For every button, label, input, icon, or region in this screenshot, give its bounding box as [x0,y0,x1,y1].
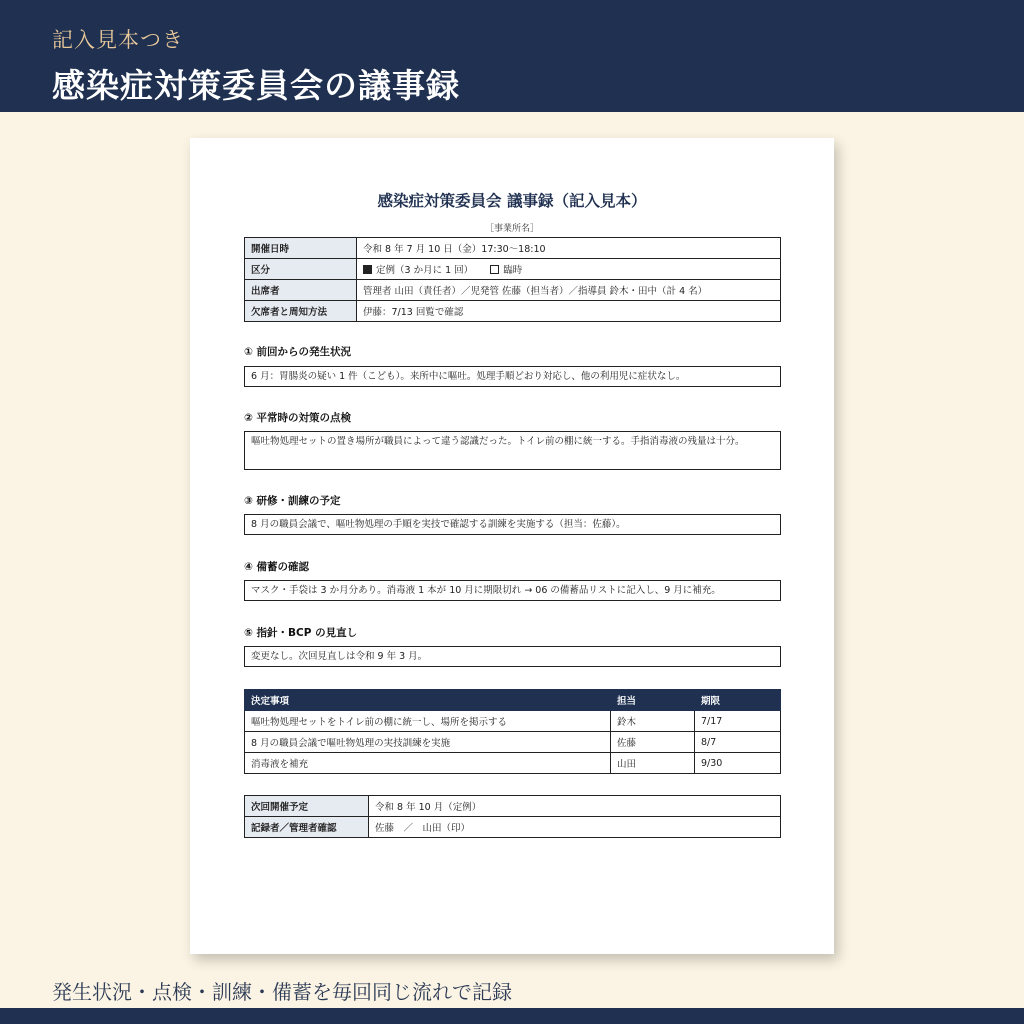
next-label: 次回開催予定 [245,796,369,817]
column-header: 決定事項 [245,690,611,711]
info-label: 出席者 [245,280,357,301]
section-heading: ⑤ 指針・BCP の見直し [244,627,358,639]
next-label: 記録者／管理者確認 [245,817,369,838]
info-value [357,259,781,280]
decisions-table [244,689,781,774]
header-banner [0,0,1024,112]
decision-cell: 嘔吐物処理セットをトイレ前の棚に統一し、場所を掲示する [245,711,611,732]
owner-cell: 鈴木 [611,711,695,732]
table-row [245,301,781,322]
table-row [245,711,781,732]
banner-title: 感染症対策委員会の議事録 [52,66,460,105]
info-label: 開催日時 [245,238,357,259]
table-row [245,280,781,301]
section-heading: ④ 備蓄の確認 [244,561,310,573]
table-row [245,753,781,774]
banner-subtitle: 記入見本つき [52,28,184,52]
table-header-row [245,690,781,711]
section-body: 嘔吐物処理セットの置き場所が職員によって違う認識だった。トイレ前の棚に統一する。手指消毒液の残量は十分。 [244,431,781,470]
section-body: 変更なし。次回見直しは令和 9 年 3 月。 [244,646,781,667]
section-heading: ③ 研修・訓練の予定 [244,495,341,507]
table-row [245,796,781,817]
category-extra: 臨時 [503,265,523,276]
section-heading: ① 前回からの発生状況 [244,346,352,358]
table-row [245,238,781,259]
footer-caption: 発生状況・点検・訓練・備蓄を毎回同じ流れで記録 [52,980,512,1004]
info-label: 欠席者と周知方法 [245,301,357,322]
table-row [245,259,781,280]
info-label: 区分 [245,259,357,280]
owner-cell: 佐藤 [611,732,695,753]
table-row [245,732,781,753]
section-body: 6 月：胃腸炎の疑い 1 件（こども）。来所中に嘔吐。処理手順どおり対応し、他の利用児に症状なし。 [244,366,781,387]
document-sheet [190,138,834,954]
next-meeting-table [244,795,781,838]
deadline-cell: 8/7 [695,732,781,753]
column-header: 期限 [695,690,781,711]
section-heading: ② 平常時の対策の点検 [244,412,352,424]
decision-cell: 消毒液を補充 [245,753,611,774]
next-value: 令和 8 年 10 月（定例） [369,796,781,817]
column-header: 担当 [611,690,695,711]
info-value: 令和 8 年 7 月 10 日（金）17:30〜18:10 [357,238,781,259]
owner-cell: 山田 [611,753,695,774]
unchecked-box-icon [490,265,499,274]
facility-name: ［事業所名］ [484,224,539,234]
deadline-cell: 9/30 [695,753,781,774]
decision-cell: 8 月の職員会議で嘔吐物処理の実技訓練を実施 [245,732,611,753]
info-value: 伊藤：7/13 回覧で確認 [357,301,781,322]
document-title: 感染症対策委員会 議事録（記入見本） [377,192,647,210]
table-row [245,817,781,838]
next-value: 佐藤 ／ 山田（印） [369,817,781,838]
bottom-bar [0,1008,1024,1024]
info-value: 管理者 山田（責任者）／児発管 佐藤（担当者）／指導員 鈴木・田中（計 4 名） [357,280,781,301]
deadline-cell: 7/17 [695,711,781,732]
section-body: 8 月の職員会議で、嘔吐物処理の手順を実技で確認する訓練を実施する（担当：佐藤）。 [244,514,781,535]
meeting-info-table [244,237,781,322]
section-body: マスク・手袋は 3 か月分あり。消毒液 1 本が 10 月に期限切れ → 06 の備蓄品リストに記入し、9 月に補充。 [244,580,781,601]
category-regular: 定例（3 か月に 1 回） [376,265,474,276]
checked-box-icon [363,265,372,274]
